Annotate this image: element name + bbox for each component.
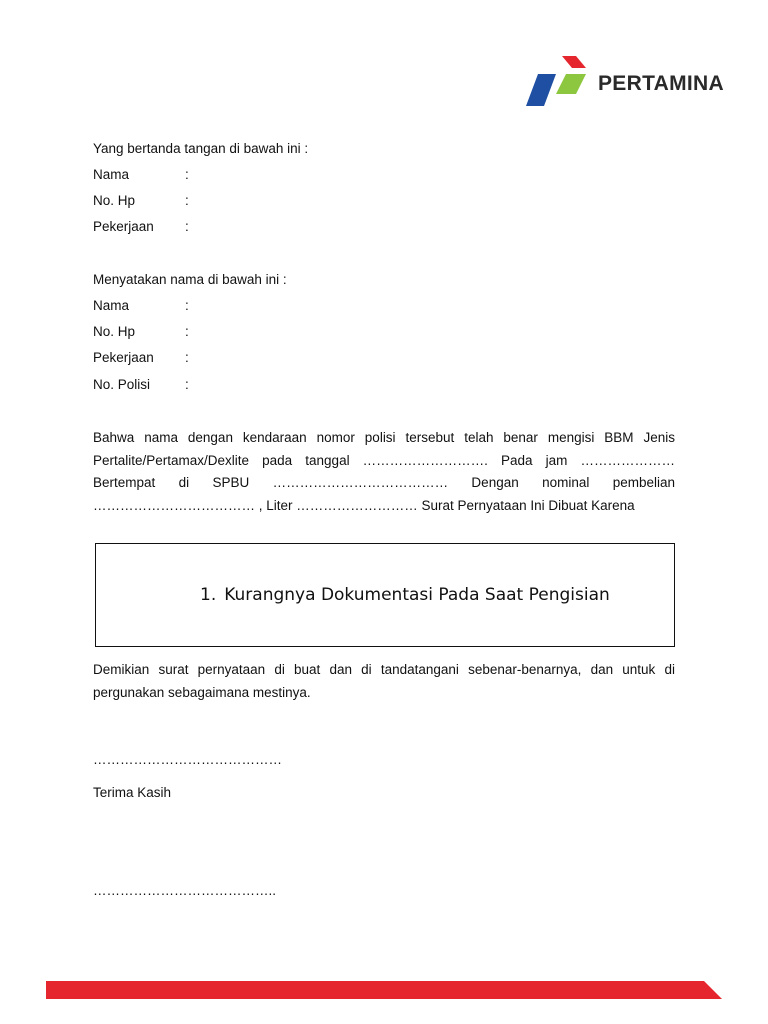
closing-line: pergunakan sebagaimana mestinya. [93, 684, 311, 700]
subject-plate-row [93, 376, 493, 394]
body-paragraph [93, 427, 675, 517]
signer-job-row [93, 218, 493, 236]
signature-line-top: …………………………………… [93, 752, 282, 767]
closing-line: Demikian surat pernyataan di buat dan di tandatangani sebenar-benarnya, dan untuk di [93, 662, 675, 677]
field-colon: : [185, 167, 189, 182]
intro-text: Yang bertanda tangan di bawah ini : [93, 141, 309, 156]
footer-bar [46, 981, 722, 999]
field-colon: : [185, 324, 189, 339]
statement-intro-text: Menyatakan nama di bawah ini : [93, 272, 287, 287]
thanks-text: Terima Kasih [93, 785, 172, 800]
field-label: Nama [93, 298, 130, 313]
signer-phone-row [93, 192, 493, 210]
subject-job-row [93, 349, 493, 367]
subject-name-row [93, 297, 493, 315]
closing-paragraph [93, 659, 675, 704]
field-colon: : [185, 219, 189, 234]
reason-box [95, 543, 675, 647]
field-colon: : [185, 298, 189, 313]
body-line: Bertempat di SPBU ………………………………… Dengan nominal pembelian [93, 475, 675, 490]
body-line: Bahwa nama dengan kendaraan nomor polisi tersebut telah benar mengisi BBM Jenis [93, 430, 675, 445]
body-line: ……………………………… , Liter ……………………… Surat Pernyataan Ini Dibuat Karena [93, 497, 635, 513]
field-colon: : [185, 193, 189, 208]
field-label: Nama [93, 167, 130, 182]
field-label: Pekerjaan [93, 350, 154, 365]
reason-number: 1. [200, 585, 217, 605]
reason-item [200, 585, 610, 605]
logo-wordmark: PERTAMINA [598, 72, 724, 95]
logo-green-shape [556, 74, 586, 94]
logo-red-shape [562, 56, 586, 68]
field-colon: : [185, 377, 189, 392]
field-label: No. Polisi [93, 377, 151, 392]
reason-text: Kurangnya Dokumentasi Pada Saat Pengisian [224, 585, 610, 605]
field-label: No. Hp [93, 324, 136, 339]
field-colon: : [185, 350, 189, 365]
pertamina-logo [524, 52, 740, 110]
signature-line-bottom: ………………………………….. [93, 883, 277, 898]
pertamina-logo-icon [524, 52, 596, 110]
subject-phone-row [93, 323, 493, 341]
signer-name-row [93, 166, 493, 184]
field-label: Pekerjaan [93, 219, 154, 234]
logo-blue-shape [526, 74, 556, 106]
field-label: No. Hp [93, 193, 136, 208]
body-line: Pertalite/Pertamax/Dexlite pada tanggal ………………………. Pada jam ………………… [93, 452, 675, 468]
